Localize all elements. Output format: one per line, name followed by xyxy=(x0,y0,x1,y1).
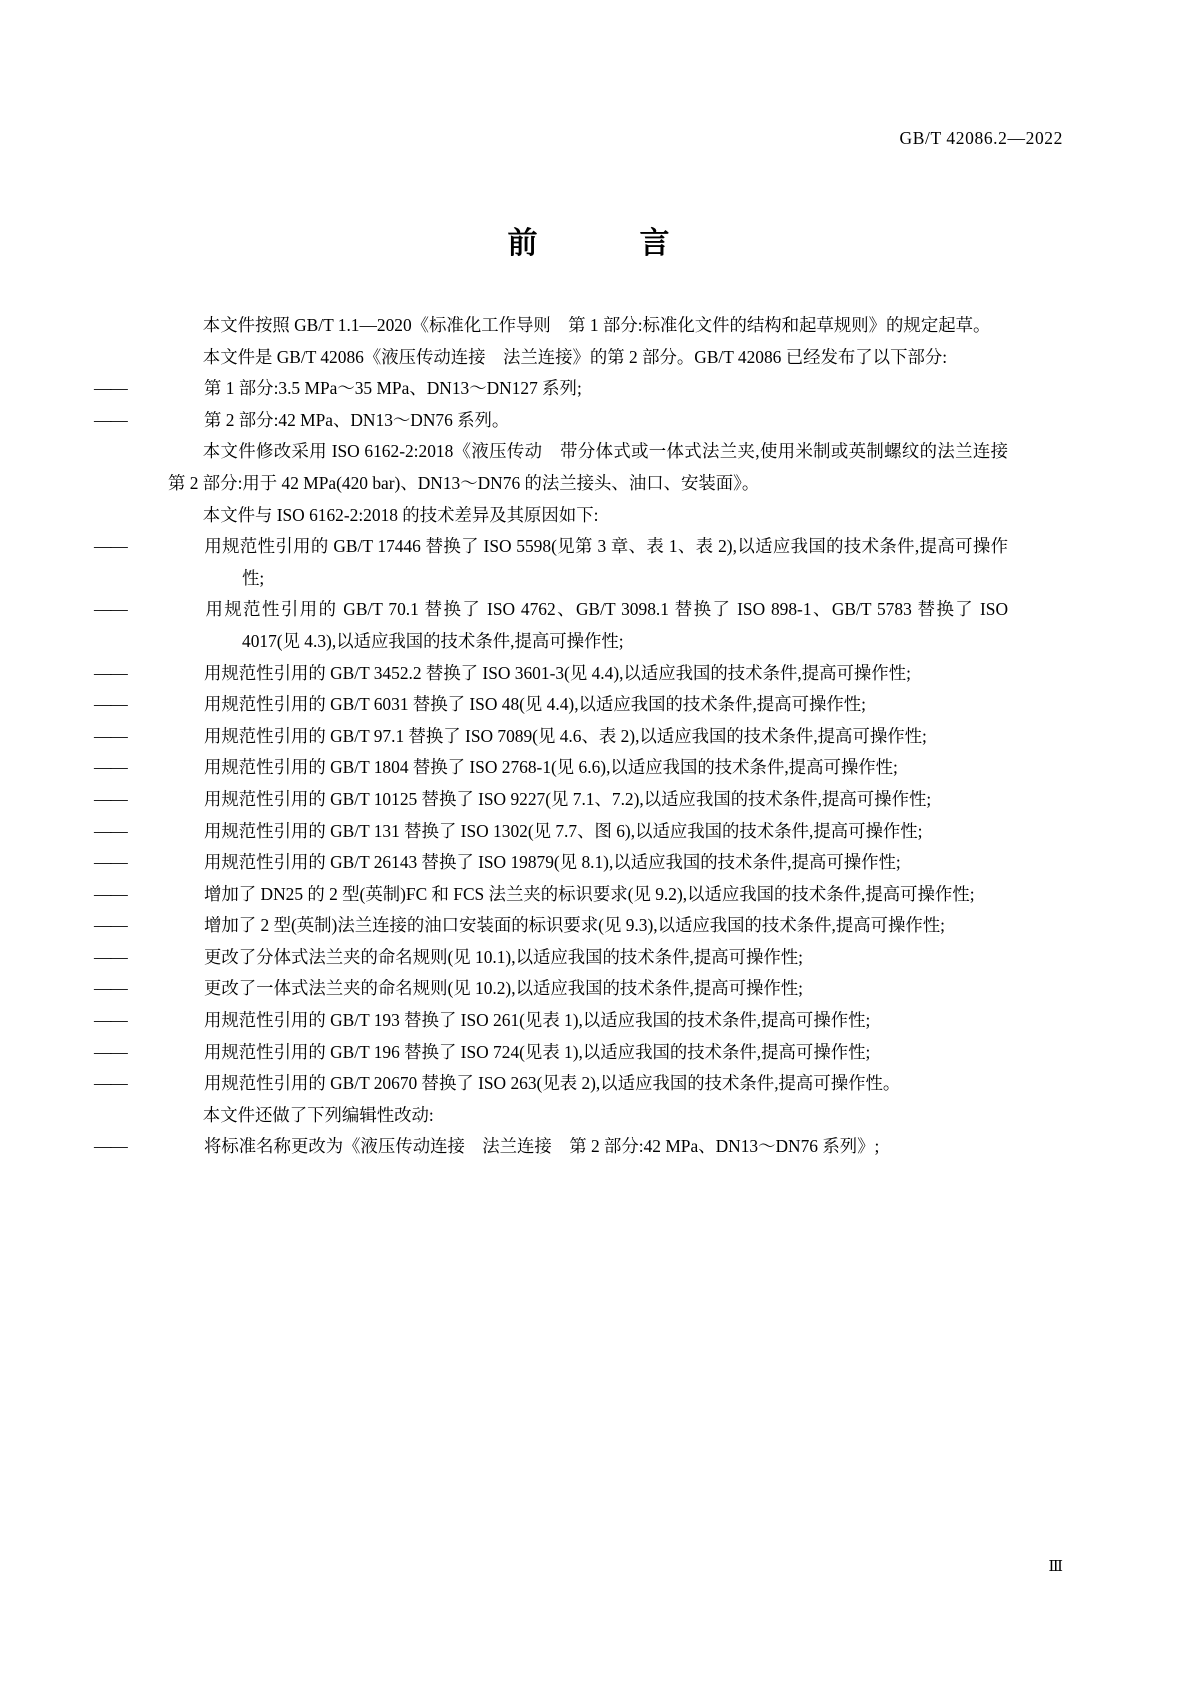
dash-marker: —— xyxy=(94,978,127,999)
paragraph: 本文件还做了下列编辑性改动: xyxy=(202,1104,434,1125)
dash-marker: —— xyxy=(94,946,127,967)
list-item-text: 用规范性引用的 GB/T 131 替换了 ISO 1302(见 7.7、图 6),以适应我国的技术条件,提高可操作性; xyxy=(204,820,923,841)
list-item xyxy=(94,721,1008,753)
list-item xyxy=(94,594,1008,657)
list-item-text: 第 2 部分:42 MPa、DN13～DN76 系列。 xyxy=(204,409,510,430)
list-item-text: 用规范性引用的 GB/T 17446 替换了 ISO 5598(见第 3 章、表 1、表 2),以适应我国的技术条件,提高可操作性; xyxy=(204,536,1008,588)
dash-marker: —— xyxy=(94,1073,127,1094)
dash-marker: —— xyxy=(94,599,127,620)
dash-marker: —— xyxy=(94,820,127,841)
list-item-text: 用规范性引用的 GB/T 10125 替换了 ISO 9227(见 7.1、7.2),以适应我国的技术条件,提高可操作性; xyxy=(204,788,932,809)
dash-marker: —— xyxy=(94,1041,127,1062)
dash-marker: —— xyxy=(94,694,127,715)
page-number: Ⅲ xyxy=(1048,1559,1063,1575)
list-item-text: 用规范性引用的 GB/T 70.1 替换了 ISO 4762、GB/T 3098.1 替换了 ISO 898-1、GB/T 5783 替换了 ISO 4017(见 4.3),以适应我国的技术条件,提高可操作性; xyxy=(204,599,1008,651)
dash-marker: —— xyxy=(94,1010,127,1031)
paragraph: 本文件按照 GB/T 1.1—2020《标准化工作导则 第 1 部分:标准化文件的结构和起草规则》的规定起草。 xyxy=(202,315,991,335)
dash-marker: —— xyxy=(94,725,127,746)
list-item-text: 更改了一体式法兰夹的命名规则(见 10.2),以适应我国的技术条件,提高可操作性; xyxy=(204,978,804,999)
list-item-text: 第 1 部分:3.5 MPa～35 MPa、DN13～DN127 系列; xyxy=(204,378,582,399)
list-item-text: 将标准名称更改为《液压传动连接 法兰连接 第 2 部分:42 MPa、DN13～DN76 系列》; xyxy=(204,1136,880,1157)
list-item-text: 更改了分体式法兰夹的命名规则(见 10.1),以适应我国的技术条件,提高可操作性; xyxy=(204,946,804,967)
list-item xyxy=(94,373,1008,405)
page-header-standard-id: GB/T 42086.2—2022 xyxy=(899,128,1063,148)
list-item-text: 用规范性引用的 GB/T 193 替换了 ISO 261(见表 1),以适应我国的技术条件,提高可操作性; xyxy=(204,1010,871,1031)
foreword-body xyxy=(94,310,1026,1163)
list-item xyxy=(94,752,1008,784)
dash-marker: —— xyxy=(94,757,127,778)
list-item-text: 增加了 2 型(英制)法兰连接的油口安装面的标识要求(见 9.3),以适应我国的技术条件,提高可操作性; xyxy=(204,915,946,936)
list-item xyxy=(94,1131,1008,1163)
list-item xyxy=(94,942,1008,974)
dash-marker: —— xyxy=(94,788,127,809)
list-item xyxy=(94,405,1008,437)
list-item-text: 用规范性引用的 GB/T 26143 替换了 ISO 19879(见 8.1),以适应我国的技术条件,提高可操作性; xyxy=(204,852,901,873)
dash-marker: —— xyxy=(94,378,127,399)
list-item-text: 用规范性引用的 GB/T 196 替换了 ISO 724(见表 1),以适应我国的技术条件,提高可操作性; xyxy=(204,1041,871,1062)
list-item xyxy=(94,816,1008,848)
list-item xyxy=(94,689,1008,721)
dash-marker: —— xyxy=(94,852,127,873)
list-item xyxy=(94,658,1008,690)
list-item-text: 用规范性引用的 GB/T 1804 替换了 ISO 2768-1(见 6.6),以适应我国的技术条件,提高可操作性; xyxy=(204,757,898,778)
list-item xyxy=(94,910,1008,942)
list-item xyxy=(94,531,1008,594)
dash-marker: —— xyxy=(94,915,127,936)
list-item xyxy=(94,1068,1008,1100)
list-item-text: 用规范性引用的 GB/T 3452.2 替换了 ISO 3601-3(见 4.4),以适应我国的技术条件,提高可操作性; xyxy=(204,662,911,683)
list-item xyxy=(94,1037,1008,1069)
page-title: 前 言 xyxy=(507,226,684,261)
list-item-text: 增加了 DN25 的 2 型(英制)FC 和 FCS 法兰夹的标识要求(见 9.2),以适应我国的技术条件,提高可操作性; xyxy=(204,883,975,904)
list-item xyxy=(94,1005,1008,1037)
list-item xyxy=(94,973,1008,1005)
list-item-text: 用规范性引用的 GB/T 20670 替换了 ISO 263(见表 2),以适应我国的技术条件,提高可操作性。 xyxy=(204,1073,901,1094)
list-item-text: 用规范性引用的 GB/T 6031 替换了 ISO 48(见 4.4),以适应我国的技术条件,提高可操作性; xyxy=(204,694,866,715)
list-item xyxy=(94,784,1008,816)
dash-marker: —— xyxy=(94,662,127,683)
paragraph: 本文件与 ISO 6162-2:2018 的技术差异及其原因如下: xyxy=(202,504,599,525)
dash-marker: —— xyxy=(94,883,127,904)
list-item-text: 用规范性引用的 GB/T 97.1 替换了 ISO 7089(见 4.6、表 2),以适应我国的技术条件,提高可操作性; xyxy=(204,725,927,746)
list-item xyxy=(94,847,1008,879)
dash-marker: —— xyxy=(94,536,127,557)
paragraph: 本文件修改采用 ISO 6162-2:2018《液压传动 带分体式或一体式法兰夹,使用米制或英制螺纹的法兰连接 第 2 部分:用于 42 MPa(420 bar)、DN13～DN76 的法兰接头、油口、安装面》。 xyxy=(168,441,1026,493)
list-item xyxy=(94,879,1008,911)
paragraph: 本文件是 GB/T 42086《液压传动连接 法兰连接》的第 2 部分。GB/T 42086 已经发布了以下部分: xyxy=(202,346,948,367)
dash-marker: —— xyxy=(94,1136,127,1157)
dash-marker: —— xyxy=(94,409,127,430)
